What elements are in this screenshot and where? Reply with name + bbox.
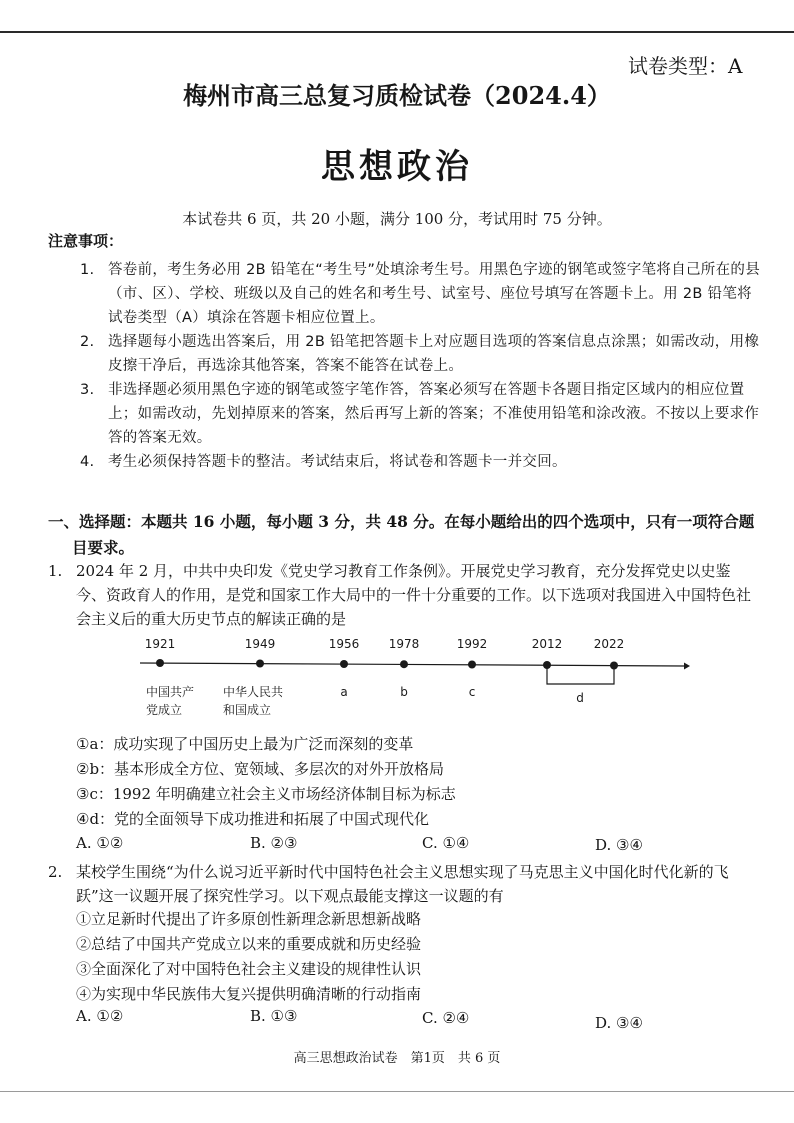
exam-title: 梅州市高三总复习质检试卷（2024.4） [183, 81, 611, 110]
note-text: 选择题每小题选出答案后，用 2B 铅笔把答题卡上对应题目选项的答案信息点涂黑；如需改动，用橡皮擦干净后，再选涂其他答案，答案不能答在试卷上。 [108, 334, 760, 374]
question-2 [48, 860, 760, 908]
timeline-label: 和国成立 [223, 703, 272, 717]
answer-option-a: A. ①② [76, 1007, 124, 1025]
timeline-node [156, 659, 164, 667]
timeline-node [468, 661, 476, 669]
timeline-axis [140, 663, 684, 666]
note-number: 2. [80, 334, 95, 350]
answer-option-b: B. ①③ [250, 1007, 298, 1025]
note-item [80, 258, 760, 330]
note-number: 4. [80, 454, 95, 470]
statement: ②b：基本形成全方位、宽领域、多层次的对外开放格局 [76, 760, 445, 778]
question-text: 某校学生围绕“为什么说习近平新时代中国特色社会主义思想实现了马克思主义中国化时代化新的飞跃”这一议题开展了探究性学习。以下观点最能支撑这一议题的有 [76, 863, 729, 905]
answer-option-d: D. ③④ [595, 1014, 643, 1032]
timeline-year: 1956 [328, 637, 360, 651]
history-timeline [0, 628, 794, 724]
notes-list [80, 258, 760, 474]
question-1 [48, 559, 760, 631]
timeline-node [340, 660, 348, 668]
timeline-arrow [684, 663, 690, 670]
timeline-label: d [576, 691, 584, 705]
paper-type-label: 试卷类型：A [628, 54, 743, 78]
section-heading [48, 509, 760, 561]
timeline-year: 2012 [531, 637, 563, 651]
exam-info: 本试卷共 6 页，共 20 小题，满分 100 分，考试用时 75 分钟。 [182, 210, 612, 228]
timeline-label: b [400, 685, 408, 699]
note-text: 考生必须保持答题卡的整洁。考试结束后，将试卷和答题卡一并交回。 [108, 454, 567, 470]
question-number: 2. [48, 863, 63, 881]
timeline-bracket-d [547, 665, 614, 684]
statement: ④为实现中华民族伟大复兴提供明确清晰的行动指南 [76, 985, 422, 1003]
timeline-label: c [468, 685, 476, 699]
question-number: 1. [48, 562, 63, 580]
answer-option-a: A. ①② [76, 834, 124, 852]
note-item [80, 330, 760, 378]
timeline-year: 2022 [593, 637, 625, 651]
timeline-year: 1992 [456, 637, 488, 651]
note-number: 1. [80, 262, 95, 278]
question-stem [48, 860, 760, 908]
timeline-node [256, 660, 264, 668]
timeline-year: 1978 [388, 637, 420, 651]
timeline-label: 党成立 [146, 703, 183, 717]
question-stem [48, 559, 760, 631]
notes-heading: 注意事项： [48, 232, 124, 250]
question-text: 2024 年 2 月，中共中央印发《党史学习教育工作条例》。开展党史学习教育，充分发挥党史以史鉴今、资政育人的作用，是党和国家工作大局中的一件十分重要的工作。以下选项对我国进入中国特色社会主义后的重大历史节点的解读正确的是 [76, 562, 752, 628]
statement: ③全面深化了对中国特色社会主义建设的规律性认识 [76, 960, 422, 978]
statement: ③c：1992 年明确建立社会主义市场经济体制目标为标志 [76, 785, 456, 803]
timeline-year: 1921 [144, 637, 176, 651]
answer-option-b: B. ②③ [250, 834, 298, 852]
statement: ①a：成功实现了中国历史上最为广泛而深刻的变革 [76, 735, 414, 753]
statement: ①立足新时代提出了许多原创性新理念新思想新战略 [76, 910, 422, 928]
statement: ②总结了中国共产党成立以来的重要成就和历史经验 [76, 935, 422, 953]
top-rule [0, 31, 794, 33]
section-text: 一、选择题：本题共 16 小题，每小题 3 分，共 48 分。在每小题给出的四个选项中，只有一项符合题目要求。 [48, 512, 755, 557]
statement: ④d：党的全面领导下成功推进和拓展了中国式现代化 [76, 810, 430, 828]
note-number: 3. [80, 382, 95, 398]
answer-option-c: C. ①④ [422, 834, 470, 852]
timeline-year: 1949 [244, 637, 276, 651]
note-item [80, 450, 760, 474]
timeline-label: a [340, 685, 348, 699]
page-footer: 高三思想政治试卷 第1页 共 6 页 [293, 1051, 501, 1066]
answer-option-d: D. ③④ [595, 836, 643, 854]
subject-title: 思想政治 [321, 147, 473, 187]
note-text: 非选择题必须用黑色字迹的钢笔或签字笔作答，答案必须写在答题卡各题目指定区域内的相应位置上；如需改动，先划掉原来的答案，然后再写上新的答案；不准使用铅笔和涂改液。不按以上要求作答的答案无效。 [108, 382, 760, 446]
timeline-label: 中国共产 [146, 685, 195, 699]
timeline-node [400, 660, 408, 668]
bottom-rule [0, 1091, 794, 1092]
timeline-label: 中华人民共 [223, 685, 284, 699]
note-item [80, 378, 760, 450]
answer-option-c: C. ②④ [422, 1009, 470, 1027]
note-text: 答卷前，考生务必用 2B 铅笔在“考生号”处填涂考生号。用黑色字迹的钢笔或签字笔将自己所在的县（市、区）、学校、班级以及自己的姓名和考生号、试室号、座位号填写在答题卡上。用 2B 铅笔将试卷类型（A）填涂在答题卡相应位置上。 [108, 262, 761, 326]
